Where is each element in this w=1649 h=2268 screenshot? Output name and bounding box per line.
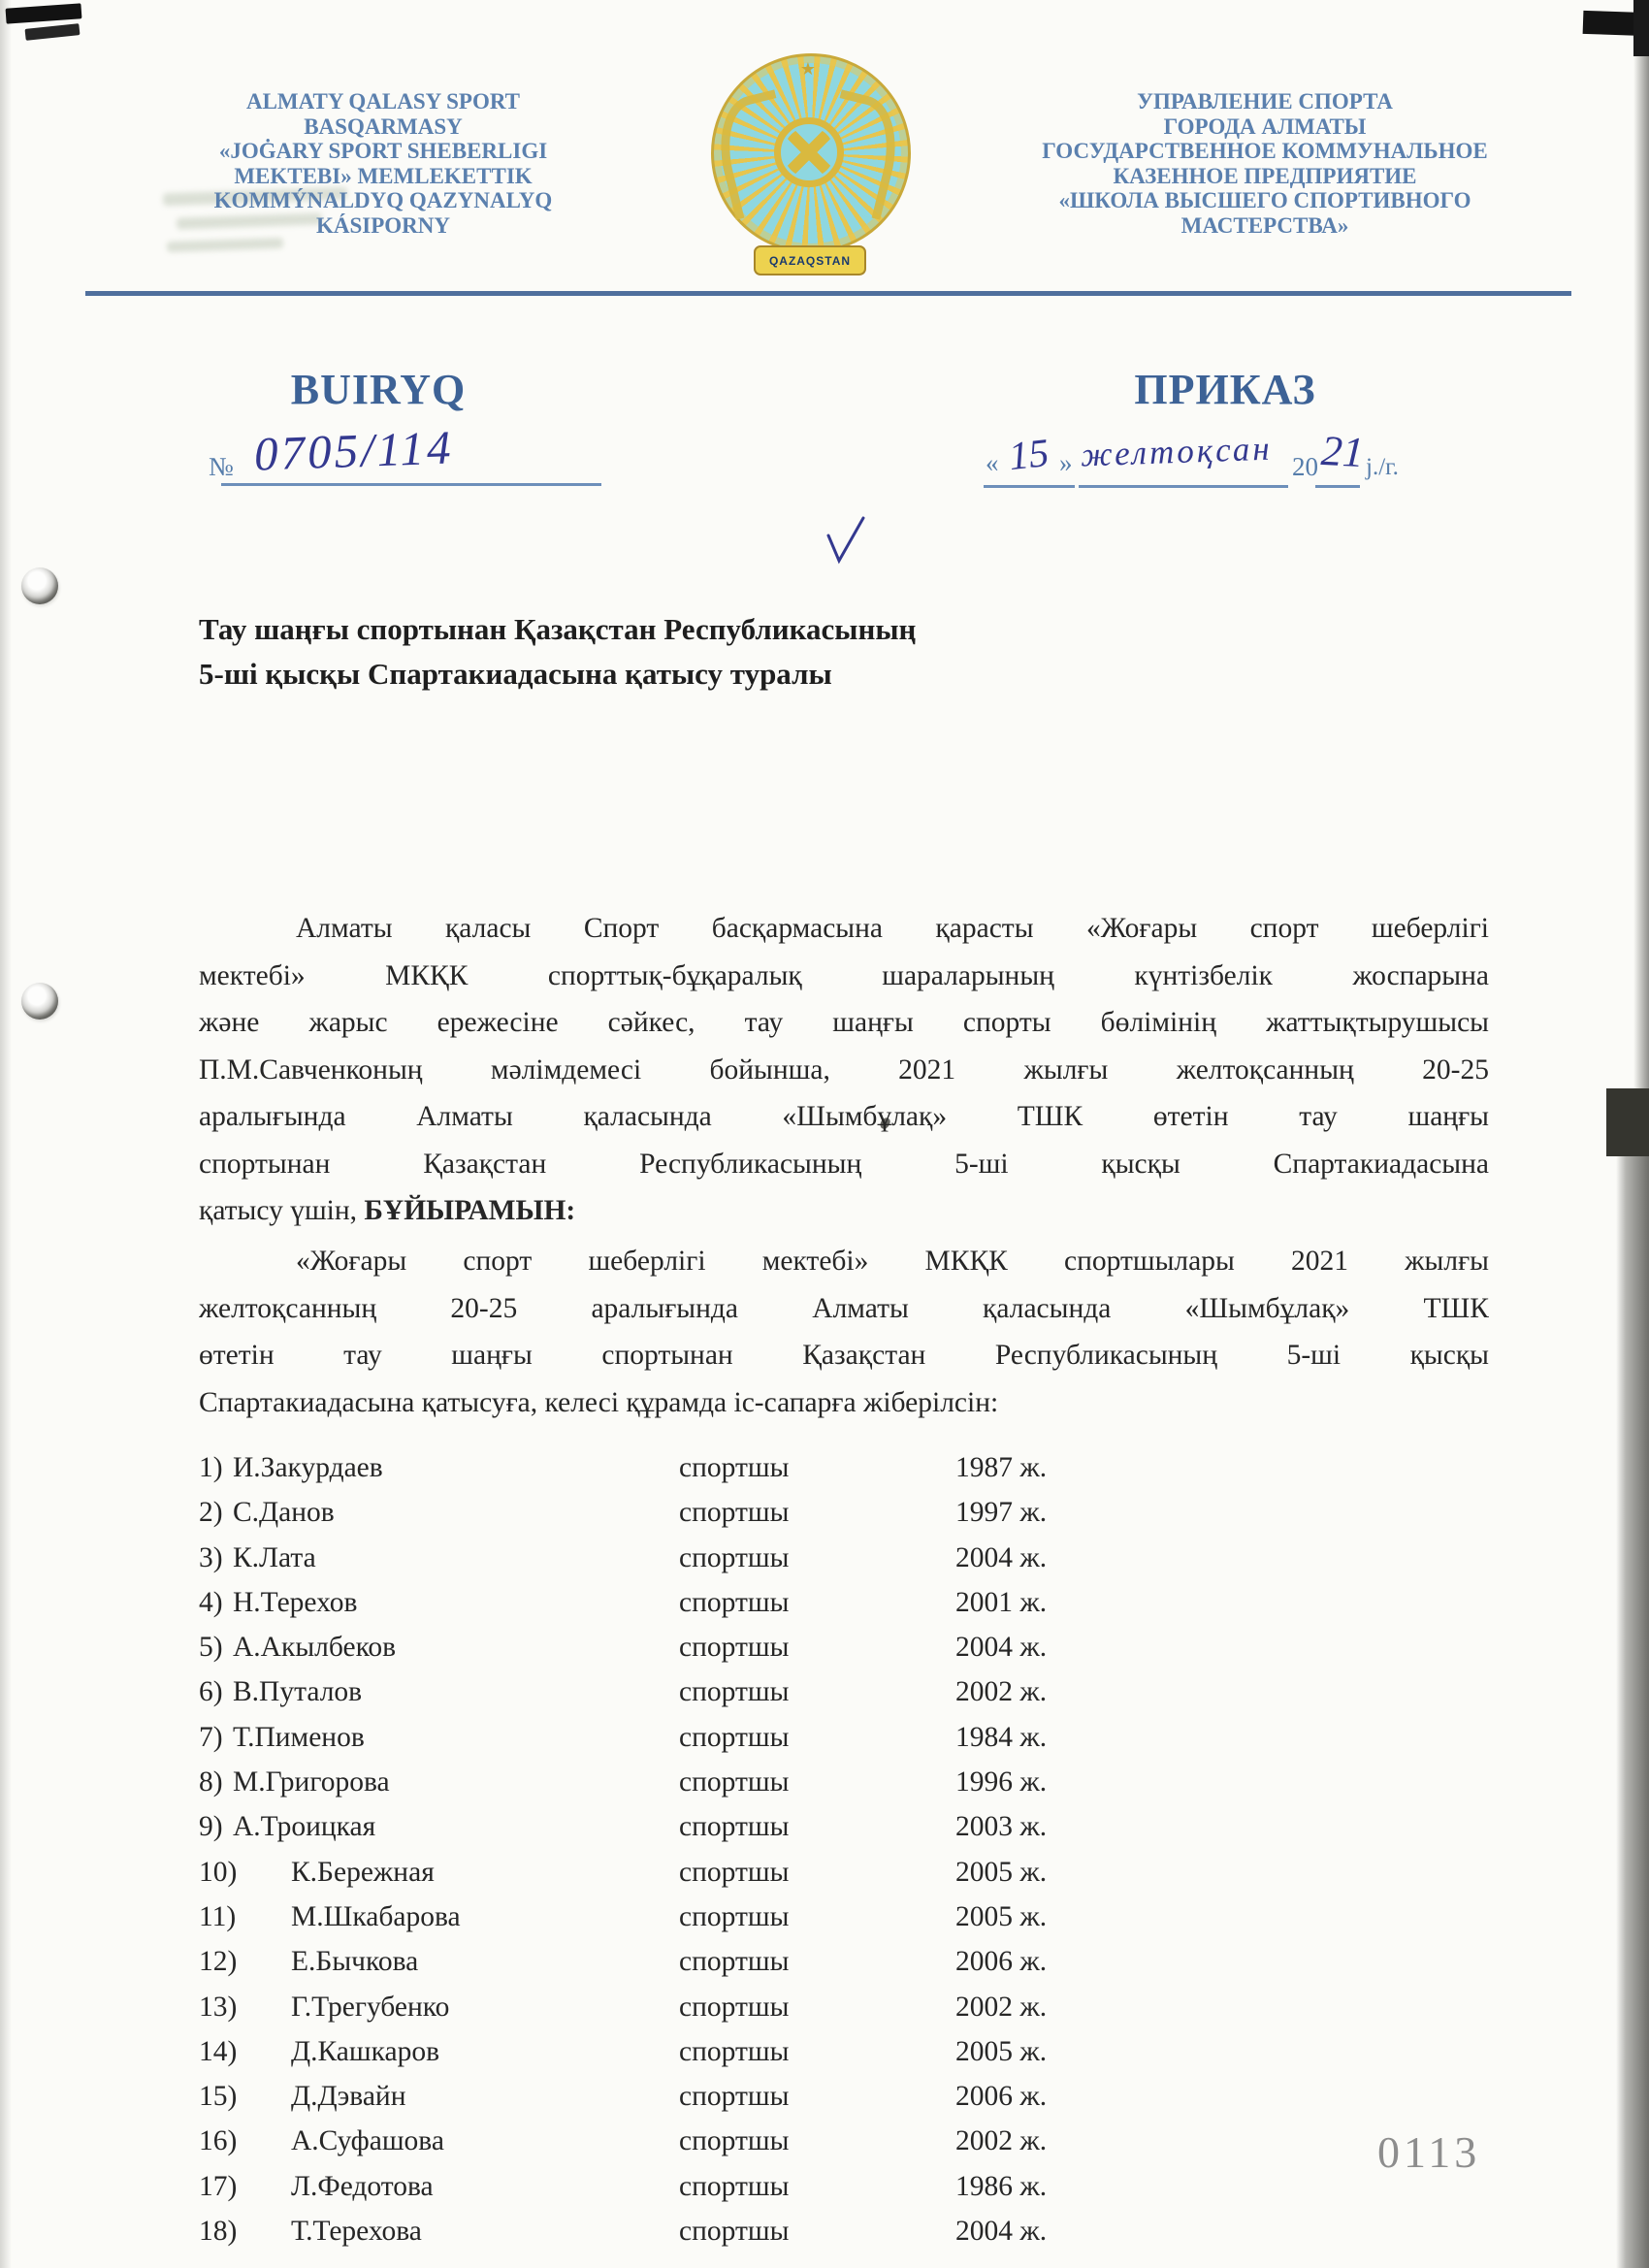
athlete-row <box>199 2119 1489 2163</box>
athlete-number: 4) <box>199 1586 223 1618</box>
scan-right-edge-band <box>1616 1152 1649 2268</box>
athlete-number: 11) <box>199 1900 237 1932</box>
athlete-birth-year: 2005 ж. <box>955 2035 1048 2067</box>
athlete-birth-year: 1997 ж. <box>955 1497 1048 1529</box>
handwritten-checkmark <box>824 516 867 571</box>
athlete-birth-year: 2004 ж. <box>955 1632 1048 1664</box>
handwritten-date-day: 15 <box>1006 429 1051 479</box>
athlete-role: спортшы <box>679 1452 790 1483</box>
text-line: «ШКОЛА ВЫСШЕГО СПОРТИВНОГО <box>1058 188 1471 212</box>
resolve-clause-prefix: қатысу үшін, <box>199 1195 365 1226</box>
athlete-row <box>199 1895 1489 1939</box>
athlete-birth-year: 2002 ж. <box>955 2125 1048 2157</box>
text-line: «JOĠARY SPORT SHEBERLIGI <box>218 139 548 163</box>
text-line: ГОРОДА АЛМАТЫ <box>1163 113 1367 139</box>
athlete-birth-year: 1986 ж. <box>955 2170 1048 2202</box>
athlete-role: спортшы <box>679 1811 790 1843</box>
athlete-birth-year: 2006 ж. <box>955 2081 1048 2113</box>
emblem-shanyrak <box>774 117 844 187</box>
text-line: «Жоғары спорт шеберлігі мектебі» МКҚК спортшылары 2021 жылғы <box>296 1246 1489 1277</box>
athlete-row <box>199 1804 1489 1849</box>
athlete-birth-year: 2005 ж. <box>955 1856 1048 1888</box>
org-name-russian <box>949 89 1581 238</box>
athlete-name: Т.Пименов <box>233 1721 365 1753</box>
athlete-name: С.Данов <box>233 1497 335 1529</box>
athlete-number: 14) <box>199 2035 238 2067</box>
athlete-number: 8) <box>199 1766 223 1798</box>
athlete-row <box>199 2209 1489 2253</box>
order-body-paragraph <box>199 1238 1489 1426</box>
handwritten-date-year: 21 <box>1319 426 1366 477</box>
athlete-role: спортшы <box>679 1991 790 2023</box>
athlete-name: М.Шкабарова <box>291 1900 461 1932</box>
scan-corner-mark <box>1633 0 1649 56</box>
paragraph-last-line: Спартакиадасына қатысуға, келесі құрамда іс-сапарға жіберілсін: <box>199 1386 999 1418</box>
athlete-role: спортшы <box>679 1766 790 1798</box>
date-year-underline <box>1315 485 1360 488</box>
athlete-birth-year: 2002 ж. <box>955 1991 1048 2023</box>
text-line: MEKTEBI» MEMLEKETTIK <box>234 163 533 188</box>
date-month-underline <box>1079 485 1288 488</box>
athlete-birth-year: 1984 ж. <box>955 1721 1048 1753</box>
athlete-number: 10) <box>199 1856 238 1888</box>
handwritten-date-month: желтоқсан <box>1080 429 1274 474</box>
athletes-list <box>199 1445 1489 2253</box>
text-line: өтетін тау шаңғы спортынан Қазақстан Республикасының 5-ші қысқы <box>199 1340 1489 1371</box>
paragraph-last-line <box>199 1187 1489 1235</box>
athlete-name: Л.Федотова <box>291 2170 434 2202</box>
date-open-quote: « <box>986 448 999 477</box>
athlete-row <box>199 1490 1489 1535</box>
text-line: ALMATY QALASY SPORT <box>245 89 521 113</box>
athlete-number: 16) <box>199 2125 238 2157</box>
athlete-name: Е.Бычкова <box>291 1946 419 1978</box>
athlete-row <box>199 2074 1489 2119</box>
scan-right-edge-notch <box>1606 1088 1649 1156</box>
order-heading-russian: ПРИКАЗ <box>1134 366 1316 413</box>
athlete-row <box>199 1625 1489 1669</box>
text-line: КАЗЕННОЕ ПРЕДПРИЯТИЕ <box>1113 163 1417 188</box>
athlete-number: 13) <box>199 1991 238 2023</box>
text-line: ГОСУДАРСТВЕННОЕ КОММУНАЛЬНОЕ <box>1042 139 1488 163</box>
athlete-birth-year: 1996 ж. <box>955 1766 1048 1798</box>
bleed-through-mark <box>167 238 283 252</box>
order-number-label: № <box>209 452 234 481</box>
order-number-underline <box>221 483 601 486</box>
order-heading-kazakh: BUIRYQ <box>290 366 467 413</box>
text-line: KÁSIPORNY <box>315 212 450 238</box>
athlete-number: 1) <box>199 1452 223 1483</box>
athlete-birth-year: 2002 ж. <box>955 1676 1048 1708</box>
emblem-banner: QAZAQSTAN <box>754 245 866 275</box>
athlete-row <box>199 1939 1489 1984</box>
athlete-role: спортшы <box>679 1900 790 1932</box>
athlete-role: спортшы <box>679 1721 790 1753</box>
text-line: BASQARMASY <box>304 113 463 139</box>
kazakhstan-coat-of-arms <box>711 53 905 284</box>
scan-corner-mark <box>6 3 82 23</box>
paragraph-lines <box>199 1238 1489 1379</box>
athlete-birth-year: 2004 ж. <box>955 2216 1048 2248</box>
athlete-birth-year: 2004 ж. <box>955 1541 1048 1573</box>
athlete-number: 17) <box>199 2170 238 2202</box>
text-line: желтоқсанның 20-25 аралығында Алматы қаласында «Шымбұлақ» ТШК <box>199 1292 1489 1324</box>
text-line: KOMMÝNALDYQ QAZYNALYQ <box>213 188 553 212</box>
date-suffix-label: j./г. <box>1366 454 1399 480</box>
athlete-role: спортшы <box>679 2081 790 2113</box>
text-line: П.М.Савченконың мәлімдемесі бойынша, 2021 жылғы желтоқсанның 20-25 <box>199 1053 1489 1085</box>
athlete-role: спортшы <box>679 1946 790 1978</box>
athlete-role: спортшы <box>679 2170 790 2202</box>
scan-corner-mark <box>25 23 81 41</box>
athlete-row <box>199 1760 1489 1804</box>
athlete-number: 6) <box>199 1676 223 1708</box>
text-line: спортынан Қазақстан Республикасының 5-ші қысқы Спартакиадасына <box>199 1148 1489 1180</box>
athlete-name: Д.Кашкаров <box>291 2035 440 2067</box>
athlete-row <box>199 1445 1489 1490</box>
athlete-number: 18) <box>199 2216 238 2248</box>
athlete-number: 9) <box>199 1811 223 1843</box>
date-year-printed: 20 <box>1292 452 1318 481</box>
athlete-number: 15) <box>199 2081 238 2113</box>
athlete-role: спортшы <box>679 1541 790 1573</box>
athlete-number: 3) <box>199 1541 223 1573</box>
text-line: мектебі» МКҚК спорттық-бұқаралық шараларының күнтізбелік жоспарына <box>199 959 1489 991</box>
athlete-birth-year: 2003 ж. <box>955 1811 1048 1843</box>
order-body-paragraph <box>199 905 1489 1235</box>
athlete-name: Г.Трегубенко <box>291 1991 450 2023</box>
org-name-kazakh-latin <box>141 89 626 238</box>
athlete-row <box>199 1669 1489 1714</box>
handwritten-order-number: 0705/114 <box>253 420 455 481</box>
athlete-name: Т.Терехова <box>291 2216 422 2248</box>
athlete-row <box>199 2164 1489 2209</box>
hole-punch <box>21 567 58 604</box>
athlete-number: 7) <box>199 1721 223 1753</box>
emblem-star-icon: ★ <box>799 59 817 79</box>
header-divider-rule <box>85 291 1571 296</box>
athlete-number: 2) <box>199 1497 223 1529</box>
athlete-role: спортшы <box>679 1676 790 1708</box>
athlete-role: спортшы <box>679 2216 790 2248</box>
text-line: МАСТЕРСТВА» <box>1180 212 1349 238</box>
athlete-name: Д.Дэвайн <box>291 2081 406 2113</box>
athlete-name: К.Лата <box>233 1541 316 1573</box>
athlete-role: спортшы <box>679 1856 790 1888</box>
athlete-role: спортшы <box>679 1586 790 1618</box>
athlete-birth-year: 2001 ж. <box>955 1586 1048 1618</box>
athlete-role: спортшы <box>679 1497 790 1529</box>
text-line: және жарыс ережесіне сәйкес, тау шаңғы спорты бөлімінің жаттықтырушысы <box>199 1007 1489 1038</box>
athlete-birth-year: 1987 ж. <box>955 1452 1048 1483</box>
athlete-number: 12) <box>199 1946 238 1978</box>
text-line: Тау шаңғы спортынан Қазақстан Республикасының <box>199 612 917 646</box>
athlete-name: А.Акылбеков <box>233 1632 397 1664</box>
athlete-row <box>199 1536 1489 1580</box>
scan-left-edge-shadow <box>0 0 12 2268</box>
text-line: Алматы қаласы Спорт басқармасына қарасты «Жоғары спорт шеберлігі <box>296 913 1489 944</box>
athlete-row <box>199 1715 1489 1760</box>
athlete-name: И.Закурдаев <box>233 1452 383 1483</box>
date-day-underline <box>984 485 1075 488</box>
athlete-birth-year: 2005 ж. <box>955 1900 1048 1932</box>
order-title <box>199 607 1266 697</box>
text-line: УПРАВЛЕНИЕ СПОРТА <box>1137 89 1393 113</box>
archive-page-stamp: 0113 <box>1377 2127 1481 2177</box>
hole-punch <box>21 983 58 1020</box>
athlete-name: А.Троицкая <box>233 1811 376 1843</box>
athlete-row <box>199 2029 1489 2074</box>
resolve-word: БҰЙЫРАМЫН: <box>364 1195 576 1226</box>
text-line: 5-ші қысқы Спартакиадасына қатысу туралы <box>199 657 832 691</box>
athlete-row <box>199 1850 1489 1895</box>
athlete-row <box>199 1580 1489 1625</box>
athlete-role: спортшы <box>679 2035 790 2067</box>
athlete-name: Н.Терехов <box>233 1586 358 1618</box>
text-line: аралығында Алматы қаласында «Шымбұлақ» ТШК өтетін тау шаңғы <box>199 1101 1489 1132</box>
athlete-role: спортшы <box>679 1632 790 1664</box>
athlete-role: спортшы <box>679 2125 790 2157</box>
athlete-name: М.Григорова <box>233 1766 390 1798</box>
athlete-name: А.Суфашова <box>291 2125 444 2157</box>
athlete-name: К.Бережная <box>291 1856 435 1888</box>
paragraph-lines <box>199 905 1489 1187</box>
athlete-birth-year: 2006 ж. <box>955 1946 1048 1978</box>
athlete-number: 5) <box>199 1632 223 1664</box>
athlete-row <box>199 1985 1489 2029</box>
athlete-name: В.Путалов <box>233 1676 363 1708</box>
date-close-quote: » <box>1059 448 1073 477</box>
